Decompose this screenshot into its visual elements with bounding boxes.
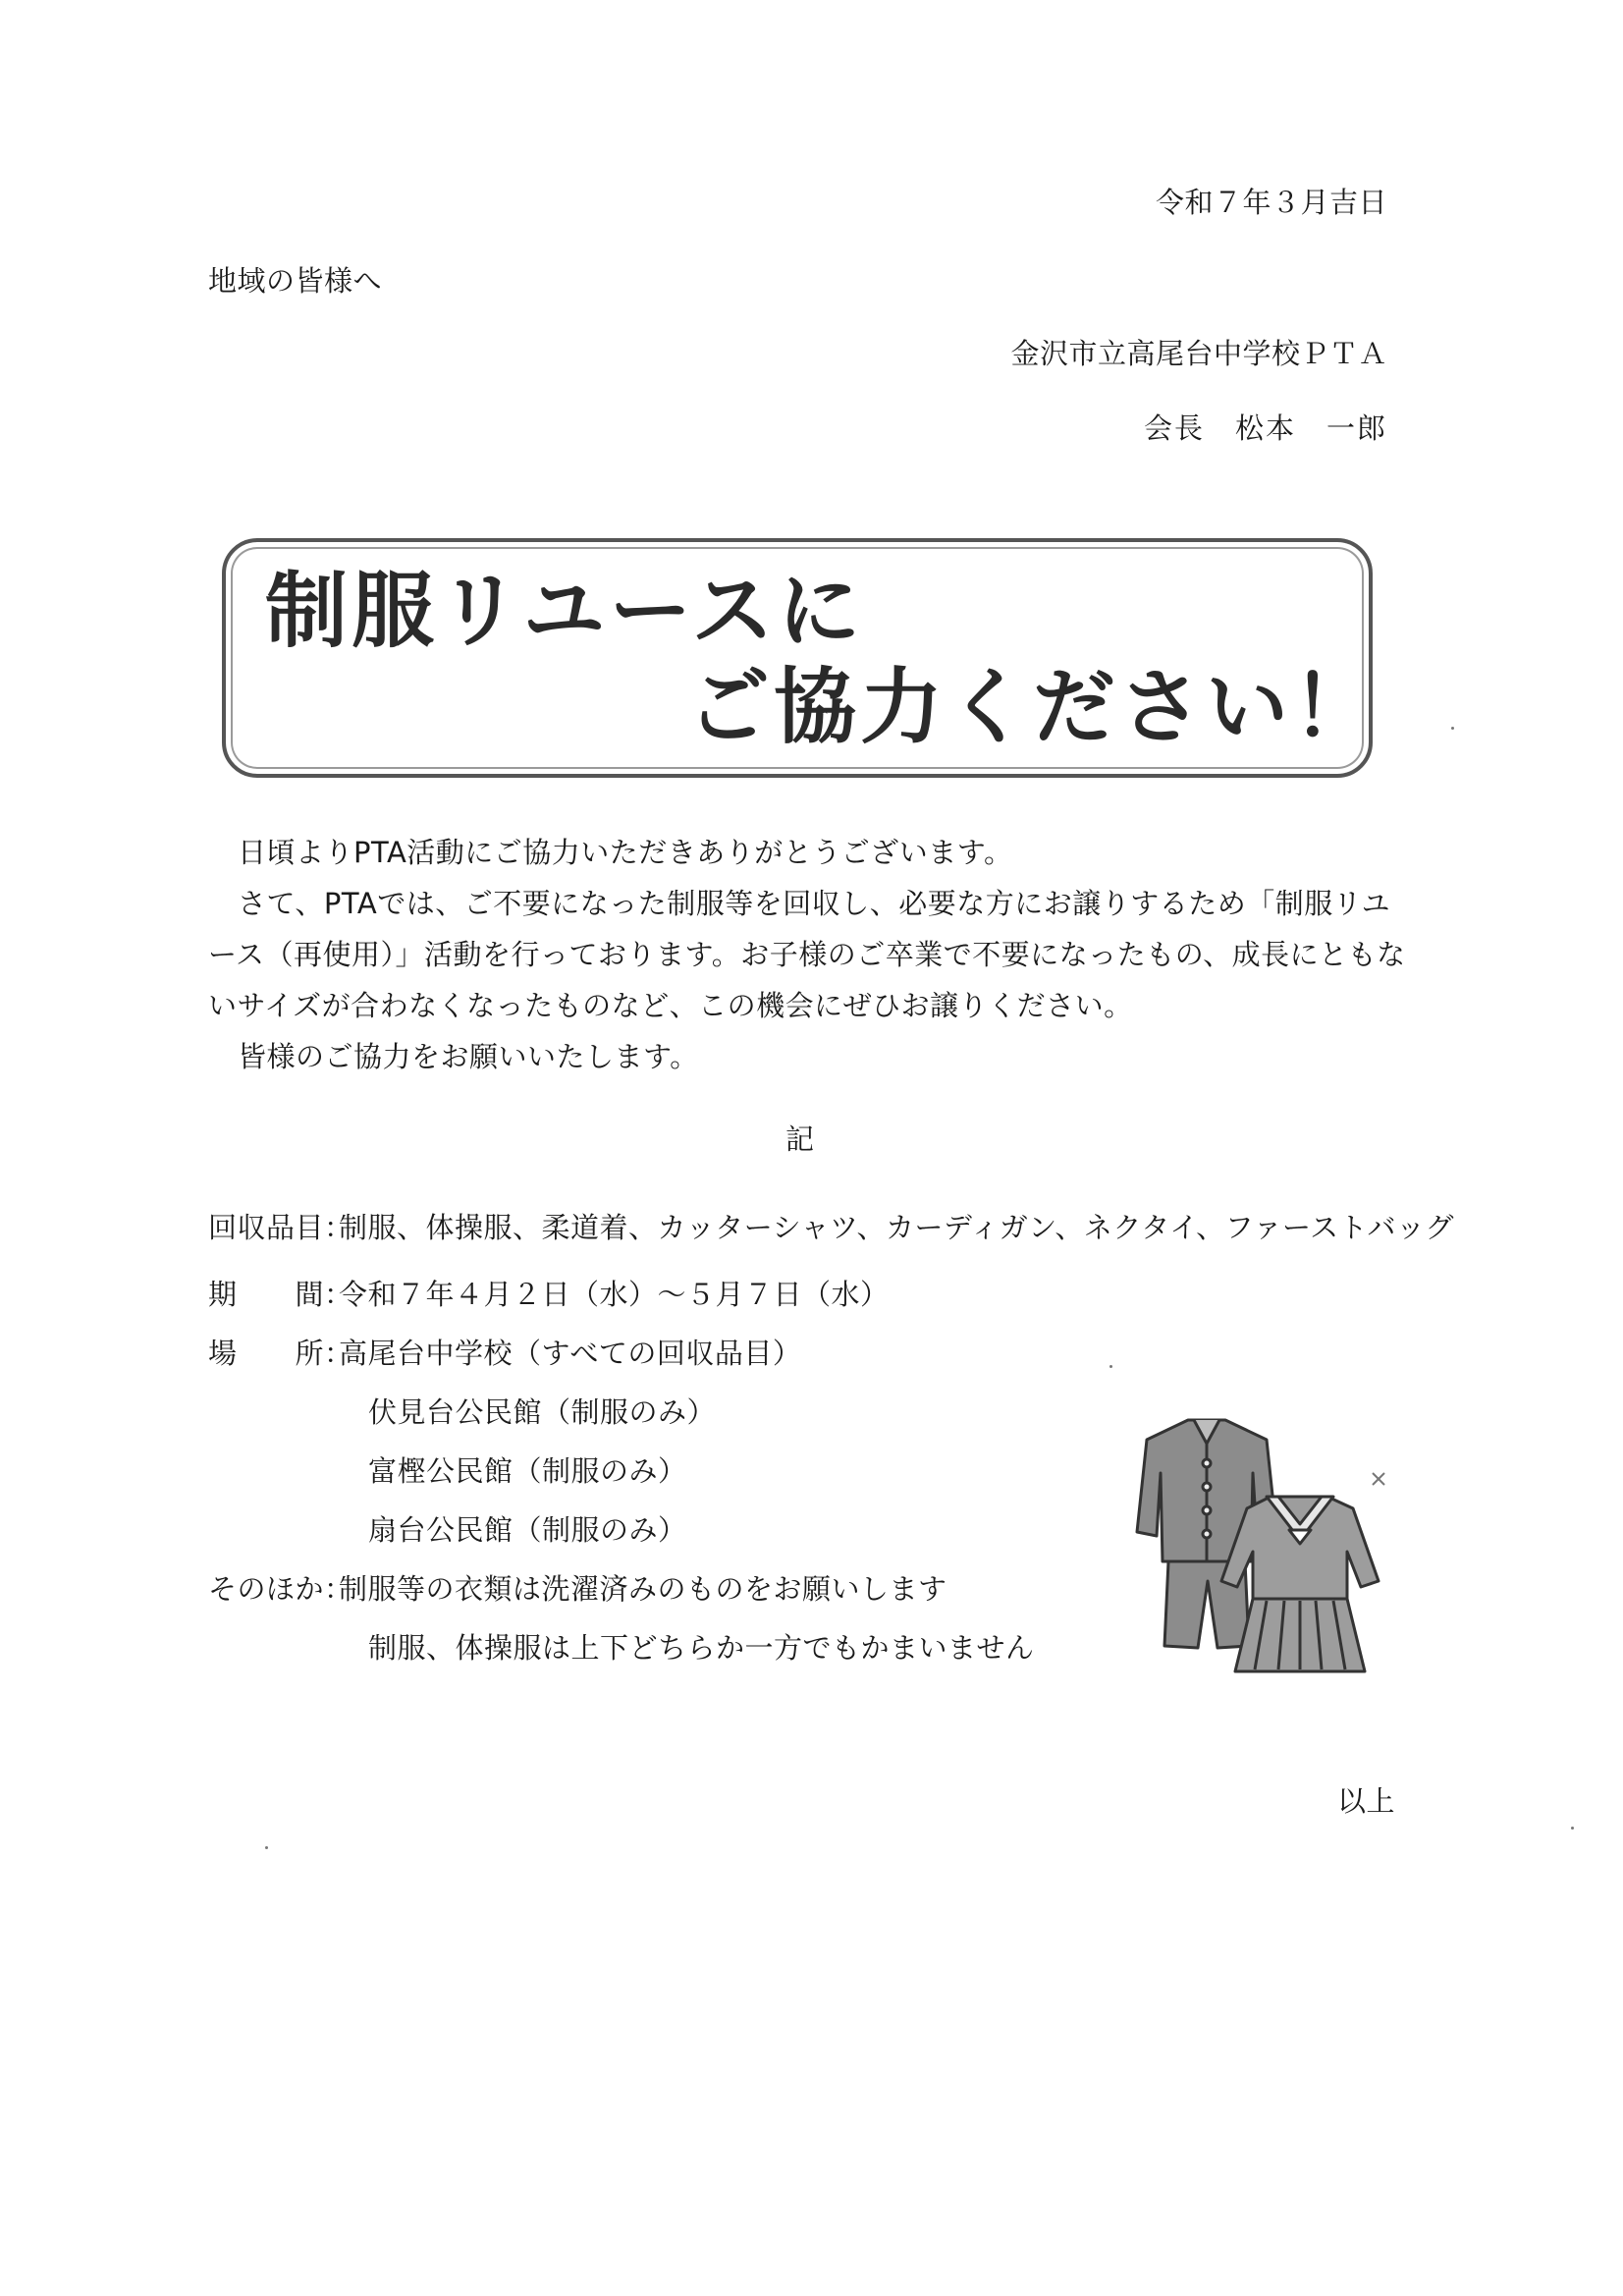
place-item: 富樫公民館（制服のみ） bbox=[368, 1454, 687, 1488]
place-item: 伏見台公民館（制服のみ） bbox=[368, 1395, 717, 1429]
other-item: 制服、体操服は上下どちらか一方でもかまいません bbox=[368, 1631, 1035, 1665]
president-name: 会長 松本 一郎 bbox=[1143, 411, 1387, 445]
place-item: 扇台公民館（制服のみ） bbox=[368, 1513, 687, 1547]
place-label: 場 所： bbox=[208, 1337, 353, 1370]
items-label: 回収品目： bbox=[208, 1211, 353, 1244]
closing-ijou: 以上 bbox=[1336, 1784, 1395, 1818]
period-label: 期 間： bbox=[208, 1278, 353, 1311]
place-item: 高尾台中学校（すべての回収品目） bbox=[339, 1337, 802, 1370]
title-box bbox=[222, 538, 1380, 778]
items-value: 制服、体操服、柔道着、カッターシャツ、カーディガン、ネクタイ、ファーストバッグ bbox=[339, 1211, 1455, 1244]
scan-speck bbox=[265, 1846, 268, 1849]
organization-name: 金沢市立高尾台中学校ＰＴＡ bbox=[1010, 337, 1387, 370]
body-text bbox=[208, 827, 1406, 1082]
recipient-line: 地域の皆様へ bbox=[208, 264, 383, 298]
body-paragraph-2: さて、PTAでは、ご不要になった制服等を回収し、必要な方にお譲りするため「制服リユース（再使用）」活動を行っております。お子様のご卒業で不要になったもの、成長にともないサイズが合わなくなったものなど、この機会にぜひお譲りください。 bbox=[208, 887, 1406, 1022]
body-paragraph-1: 日頃よりPTA活動にご協力いただきありがとうございます。 bbox=[238, 836, 1013, 869]
body-paragraph-3: 皆様のご協力をお願いいたします。 bbox=[238, 1040, 699, 1073]
document-date: 令和７年３月吉日 bbox=[1155, 186, 1387, 219]
ki-heading: 記 bbox=[785, 1122, 815, 1156]
other-label: そのほか： bbox=[208, 1572, 353, 1606]
scan-speck bbox=[1109, 1365, 1112, 1368]
title-line-1: 制服リユースに bbox=[265, 563, 865, 659]
title-line-2: ご協力ください！ bbox=[687, 659, 1380, 755]
scan-speck bbox=[1571, 1827, 1574, 1830]
school-uniforms-illustration bbox=[1119, 1414, 1394, 1679]
other-item: 制服等の衣類は洗濯済みのものをお願いします bbox=[339, 1572, 947, 1606]
scan-speck bbox=[1451, 727, 1454, 730]
sparkle-icon bbox=[1373, 1473, 1384, 1485]
period-value: 令和７年４月２日（水）～５月７日（水） bbox=[339, 1278, 890, 1311]
